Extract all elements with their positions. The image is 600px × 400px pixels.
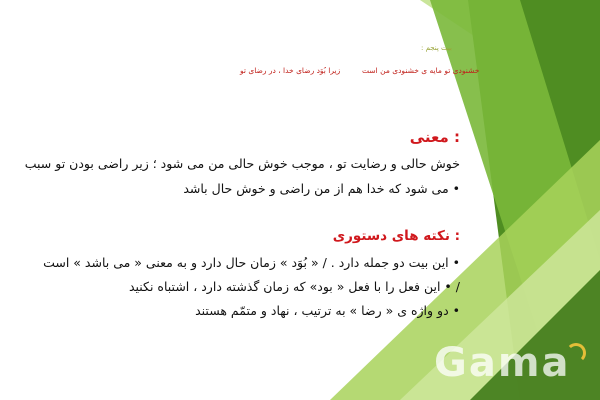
- grammar-line-3: • دو واژه ی « رضا » به ترتیب ، نهاد و متمّم هستند: [195, 303, 460, 318]
- grammar-line-1: • این بیت دو جمله دارد . / « بُوَد » زمان حال دارد و به معنی « می باشد » است: [43, 255, 460, 270]
- grammar-line-2: / • این فعل را با فعل « بود» که زمان گذشته دارد ، اشتباه نکنید: [128, 279, 460, 294]
- gama-logo-icon: [566, 343, 586, 363]
- meaning-line-1: خوش حالی و رضایت تو ، موجب خوش حالی من می شود ؛ زیر راضی بودن تو سبب: [24, 156, 460, 171]
- meaning-heading: : معنی: [409, 128, 460, 146]
- gama-watermark: Gama: [434, 340, 571, 386]
- verse-line-right: خشنودی تو مایه ی خشنودی من است: [362, 66, 480, 75]
- meaning-line-2: • می شود که خدا هم از من راضی و خوش حال باشد: [183, 181, 460, 196]
- verse-line-left: زیرا بُوَد رضای خدا ، در رضای تو: [240, 66, 341, 75]
- verse-label: بیت پنجم :: [421, 44, 452, 52]
- grammar-heading: : نکته های دستوری: [332, 228, 460, 244]
